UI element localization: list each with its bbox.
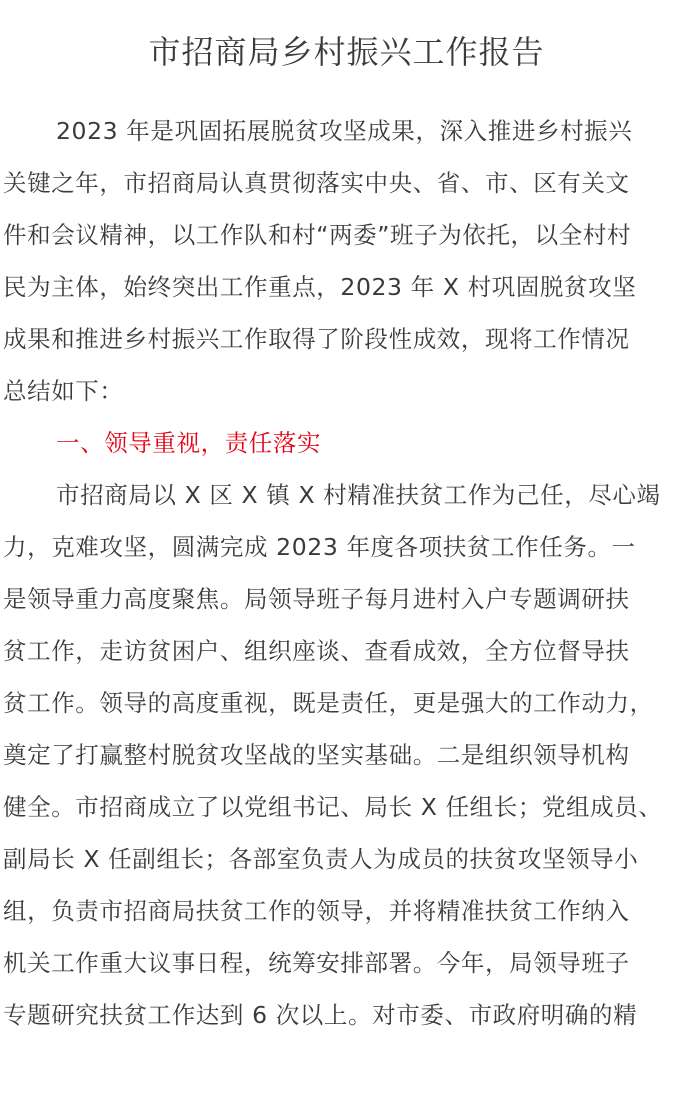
paragraph-line: 健全。市招商成立了以党组书记、局长 X 任组长；党组成员、 <box>3 793 663 821</box>
paragraph-line: 成果和推进乡村振兴工作取得了阶段性成效，现将工作情况 <box>3 325 630 353</box>
paragraph-line: 副局长 X 任副组长；各部室负责人为成员的扶贫攻坚领导小 <box>3 845 639 873</box>
paragraph-line: 民为主体，始终突出工作重点，2023 年 X 村巩固脱贫攻坚 <box>3 273 637 301</box>
paragraph-line: 关键之年，市招商局认真贯彻落实中央、省、市、区有关文 <box>3 169 630 197</box>
paragraph-line: 是领导重力高度聚焦。局领导班子每月进村入户专题调研扶 <box>3 585 630 613</box>
paragraph-line: 2023 年是巩固拓展脱贫攻坚成果，深入推进乡村振兴 <box>56 117 633 145</box>
document-title: 市招商局乡村振兴工作报告 <box>148 33 545 71</box>
paragraph-line: 组，负责市招商局扶贫工作的领导，并将精准扶贫工作纳入 <box>3 897 630 925</box>
section-heading: 一、领导重视，责任落实 <box>56 429 322 457</box>
paragraph-line: 专题研究扶贫工作达到 6 次以上。对市委、市政府明确的精 <box>3 1001 638 1029</box>
paragraph-line: 总结如下： <box>3 377 124 405</box>
paragraph-line: 机关工作重大议事日程，统筹安排部署。今年，局领导班子 <box>3 949 630 977</box>
paragraph-line: 件和会议精神，以工作队和村“两委”班子为依托，以全村村 <box>3 221 632 249</box>
paragraph-line: 贫工作，走访贫困户、组织座谈、查看成效，全方位督导扶 <box>3 637 630 665</box>
paragraph-line: 力，克难攻坚，圆满完成 2023 年度各项扶贫工作任务。一 <box>3 533 636 561</box>
paragraph-line: 市招商局以 X 区 X 镇 X 村精准扶贫工作为己任，尽心竭 <box>56 481 661 509</box>
paragraph-line: 贫工作。领导的高度重视，既是责任，更是强大的工作动力， <box>3 689 654 717</box>
paragraph-line: 奠定了打赢整村脱贫攻坚战的坚实基础。二是组织领导机构 <box>3 741 630 769</box>
